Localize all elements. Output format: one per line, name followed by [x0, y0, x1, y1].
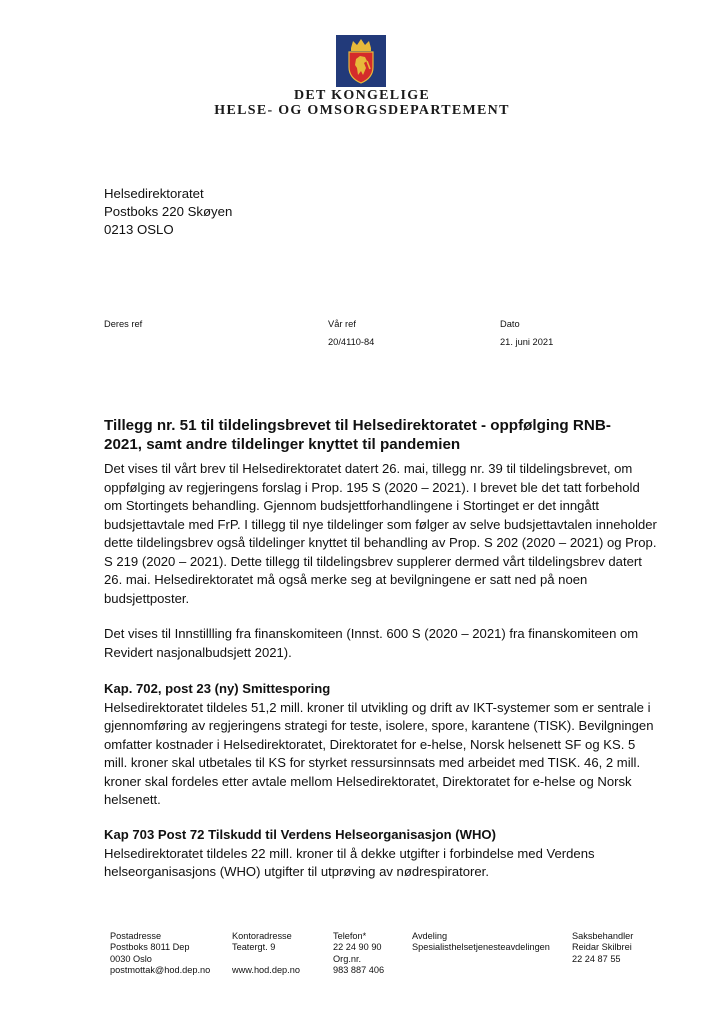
norwegian-coat-of-arms-icon	[336, 35, 386, 87]
footer-spacer	[232, 954, 300, 965]
footer-saksbehandler	[572, 931, 633, 965]
section-who	[104, 826, 659, 882]
letter-body	[104, 460, 659, 608]
department-name-line1: DET KONGELIGE	[293, 88, 431, 103]
footer-saksbehandler-label: Saksbehandler	[572, 931, 634, 941]
footer-postadresse-line1: Postboks 8011 Dep	[110, 942, 190, 953]
deres-ref-label: Deres ref	[104, 319, 143, 329]
paragraph-innstilling-wrap	[104, 625, 659, 662]
department-name-line2: HELSE- OG OMSORGSDEPARTEMENT	[214, 103, 510, 118]
footer-avdeling-label: Avdeling	[412, 931, 448, 941]
footer-avdeling-value: Spesialisthelsetjenesteavdelingen	[412, 942, 550, 953]
section-text-kap702: Helsedirektoratet tildeles 51,2 mill. kroner til utvikling og drift av IKT-systemer som er sentrale i gjennomføring av regjeringens strategi for teste, isolere, spore, karantene (TISK). Bevilgningen omfatter kostnader i Helsedirektoratet, Direktoratet for e-helse, Norsk helsenett SF og KS. 5 mill. kroner skal utbetales til KS for styrket ressursinnsats med arbeidet med TISK. 46, 2 mill. kroner skal fordeles etter avtale mellom Helsedirektoratet, Direktoratet for e-helse og Norsk helsenett.	[104, 699, 654, 807]
section-heading-kap703: Kap 703 Post 72 Tilskudd til Verdens Helseorganisasjon (WHO)	[104, 827, 496, 842]
footer-telefon	[333, 931, 384, 976]
recipient-address	[104, 185, 232, 239]
paragraph-innstilling: Det vises til Innstillling fra finanskomiteen (Innst. 600 S (2020 – 2021) fra finanskomiteen om Revidert nasjonalbudsjett 2021).	[104, 626, 639, 660]
footer-kontoradresse-line1: Teatergt. 9	[232, 942, 276, 953]
footer-telefon-value: 22 24 90 90	[333, 942, 382, 953]
recipient-city: 0213 OSLO	[104, 222, 174, 237]
recipient-name: Helsedirektoratet	[104, 186, 204, 201]
recipient-postbox: Postboks 220 Skøyen	[104, 204, 233, 219]
section-heading-kap702: Kap. 702, post 23 (ny) Smittesporing	[104, 681, 331, 696]
footer-avdeling	[412, 931, 550, 954]
footer-saksbehandler-name: Reidar Skilbrei	[572, 942, 632, 953]
section-smittesporing	[104, 680, 659, 810]
footer-telefon-label: Telefon*	[333, 931, 367, 941]
footer-kontoradresse-label: Kontoradresse	[232, 931, 292, 941]
var-ref-value: 20/4110-84	[328, 337, 375, 347]
footer-kontoradresse	[232, 931, 300, 976]
footer-postadresse-label: Postadresse	[110, 931, 162, 941]
footer-postadresse-line2: 0030 Oslo	[110, 953, 152, 964]
dato-label: Dato	[500, 319, 520, 329]
section-text-kap703: Helsedirektoratet tildeles 22 mill. kroner til å dekke utgifter i forbindelse med Verdens helseorganisasjons (WHO) utgifter til utprøving av nødrespiratorer.	[104, 845, 595, 879]
footer-orgnr-label: Org.nr.	[333, 953, 362, 964]
footer-postadresse	[110, 931, 210, 976]
footer-website: www.hod.dep.no	[232, 964, 300, 975]
letter-title: Tillegg nr. 51 til tildelingsbrevet til Helsedirektoratet - oppfølging RNB-2021, samt andre tildelinger knyttet til pandemien	[104, 417, 611, 453]
var-ref-label: Vår ref	[328, 319, 356, 329]
footer-saksbehandler-phone: 22 24 87 55	[572, 953, 621, 964]
dato-value: 21. juni 2021	[500, 337, 554, 347]
paragraph-intro: Det vises til vårt brev til Helsedirektoratet datert 26. mai, tillegg nr. 39 til tildelingsbrevet, om oppfølging av regjeringens forslag i Prop. 195 S (2020 – 2021). I brevet ble det tatt forbehold om Stortingets behandling. Gjennom budsjettforhandlingene i Stortinget er det inngått budsjettavtale med FrP. I tillegg til nye tildelinger som følger av selve budsjettavtalen inneholder dette tildelingsbrev også tildelinger knyttet til behandling av Prop. S 202 (2020 – 2021) og Prop. S 219 (2020 – 2021). Dette tillegg til tildelingsbrev supplerer dermed vårt tildelingsbrev datert 26. mai. Helsedirektoratet må også merke seg at bevilgningene er satt ned på noen budsjettposter.	[104, 461, 657, 606]
footer-email: postmottak@hod.dep.no	[110, 964, 211, 975]
footer-orgnr-value: 983 887 406	[333, 964, 385, 975]
